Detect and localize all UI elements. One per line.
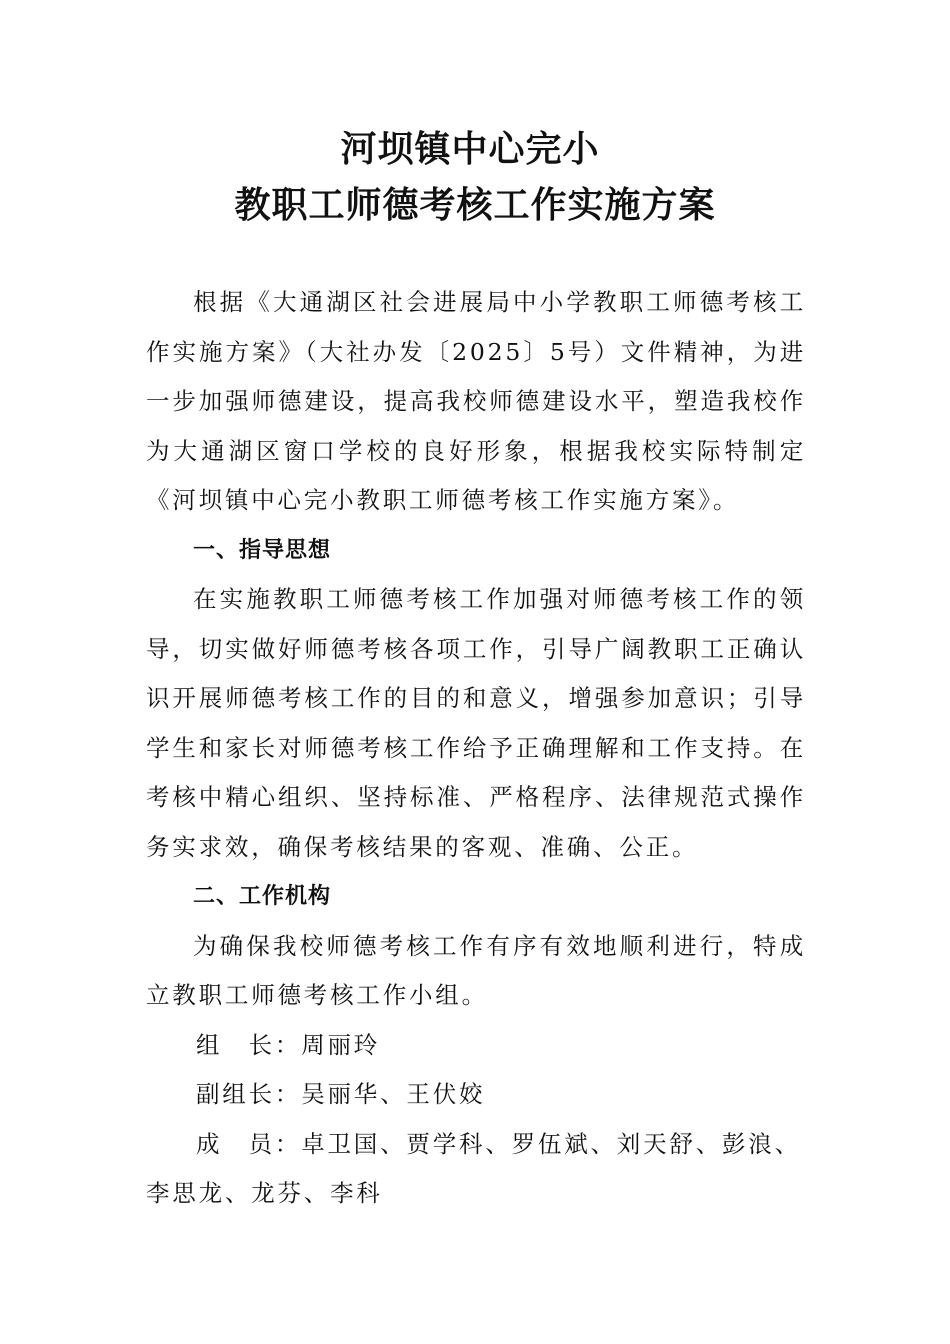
deputy-label: 副组长：: [196, 1080, 302, 1108]
document-title: [0, 122, 950, 234]
leader-label: 组 长：: [196, 1030, 302, 1059]
leader-value: 周丽玲: [301, 1030, 381, 1059]
members-label: 成 员：: [196, 1129, 302, 1158]
title-line-school: 河坝镇中心完小: [340, 129, 600, 170]
deputy-line: [146, 1070, 806, 1120]
intro-paragraph: 根据《大通湖区社会进展局中小学教职工师德考核工作实施方案》（大社办发〔2025〕5号）文件精神，为进一步加强师德建设，提高我校师德建设水平，塑造我校作为大通湖区窗口学校的良好形象，根据我校实际特制定《河坝镇中心完小教职工师德考核工作实施方案》。: [146, 288, 806, 514]
leader-line: [146, 1021, 806, 1071]
members-line: [146, 1120, 806, 1219]
guiding-thought-paragraph: 在实施教职工师德考核工作加强对师德考核工作的领导，切实做好师德考核各项工作，引导广阔教职工正确认识开展师德考核工作的目的和意义，增强参加意识；引导学生和家长对师德考核工作给予正确理解和工作支持。在考核中精心组织、坚持标准、严格程序、法律规范式操作务实求效，确保考核结果的客观、准确、公正。: [146, 585, 806, 861]
document-body: [146, 278, 806, 1219]
title-line-plan: 教职工师德考核工作实施方案: [234, 185, 716, 226]
work-organization-paragraph: 为确保我校师德考核工作有序有效地顺利进行，特成立教职工师德考核工作小组。: [146, 931, 806, 1009]
section-heading-work-organization: 二、工作机构: [193, 884, 332, 909]
members-value: 卓卫国、贾学科、罗伍斌、刘天舒、彭浪、李思龙、龙芬、李科: [146, 1129, 801, 1207]
section-heading-guiding-thought: 一、指导思想: [193, 537, 332, 563]
deputy-value: 吴丽华、王伏姣: [301, 1080, 486, 1108]
